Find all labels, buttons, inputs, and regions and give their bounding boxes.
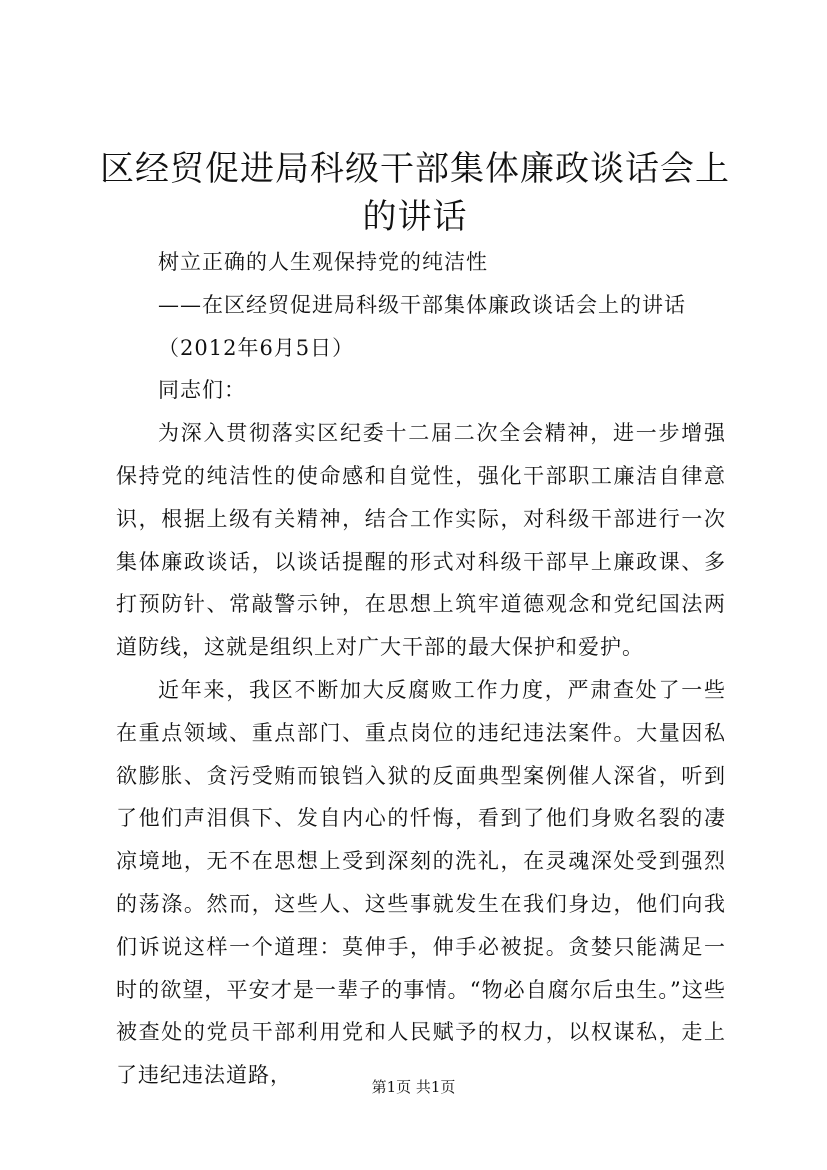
- subtitle: 树立正确的人生观保持党的纯洁性: [158, 250, 488, 274]
- document-body: [116, 241, 726, 1097]
- body-paragraph: 近年来，我区不断加大反腐败工作力度，严肃查处了一些在重点领域、重点部门、重点岗位的违纪违法案件。大量因私欲膨胀、贪污受贿而锒铛入狱的反面典型案例催人深省，听到了他们声泪俱下、发自内心的忏悔，看到了他们身败名裂的凄凉境地，无不在思想上受到深刻的洗礼，在灵魂深处受到强烈的荡涤。然而，这些人、这些事就发生在我们身边，他们向我们诉说这样一个道理：莫伸手，伸手必被捉。贪婪只能满足一时的欲望，平安才是一辈子的事情。“物必自腐尔后虫生。”这些被查处的党员干部利用党和人民赋予的权力，以权谋私，走上了违纪违法道路，: [116, 677, 726, 1088]
- document-title: 区经贸促进局科级干部集体廉政谈话会上的讲话: [100, 149, 730, 237]
- page-footer: 第1页 共1页: [371, 1078, 456, 1096]
- salutation: 同志们：: [158, 378, 246, 403]
- subtitle-occasion: ——在区经贸促进局科级干部集体廉政谈话会上的讲话: [158, 292, 686, 317]
- body-paragraph: 为深入贯彻落实区纪委十二届二次全会精神，进一步增强保持党的纯洁性的使命感和自觉性，强化干部职工廉洁自律意识，根据上级有关精神，结合工作实际，对科级干部进行一次集体廉政谈话，以谈话提醒的形式对科级干部早上廉政课、多打预防针、常敲警示钟，在思想上筑牢道德观念和党纪国法两道防线，这就是组织上对广大干部的最大保护和爱护。: [116, 421, 726, 660]
- speech-date: （2012年6月5日）: [158, 335, 355, 360]
